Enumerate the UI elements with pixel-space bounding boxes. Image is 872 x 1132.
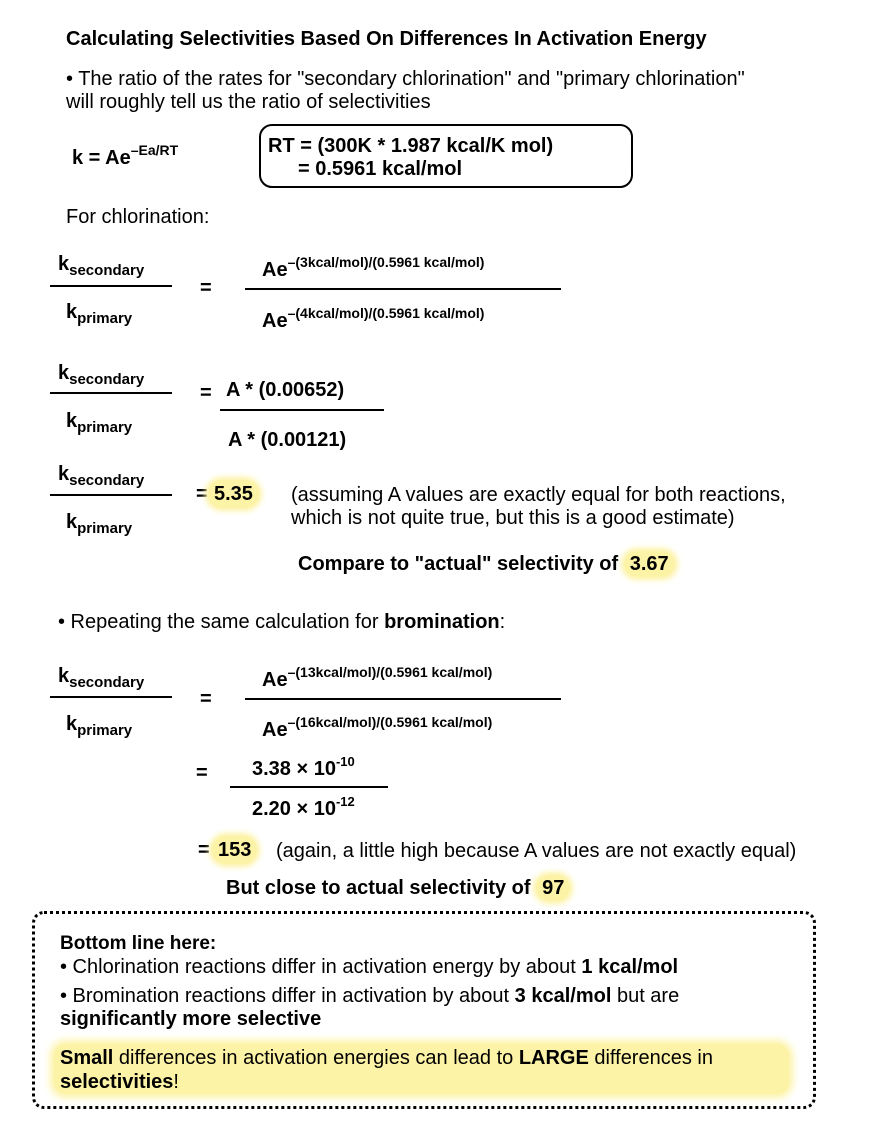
summary-line-1 — [60, 1046, 713, 1070]
bromination-line — [58, 610, 505, 634]
k-letter: k — [58, 665, 70, 687]
fraction-bar — [245, 288, 561, 290]
brom-actual-highlight: 97 — [536, 875, 570, 901]
bottom-bullet-1 — [60, 955, 678, 979]
k-secondary — [58, 462, 144, 488]
bottom-bullet-2 — [60, 984, 679, 1008]
k-primary — [66, 712, 132, 738]
summary-end: differences in — [588, 1047, 713, 1069]
k-secondary-subscript: secondary — [69, 674, 145, 691]
fraction-bar — [50, 696, 172, 698]
intro-line-1: • The ratio of the rates for "secondary chlorination" and "primary chlorination" — [66, 68, 745, 90]
numerator-base: Ae — [262, 669, 288, 691]
fraction-bar — [230, 786, 388, 788]
k-primary-subscript: primary — [77, 310, 133, 327]
k-letter: k — [66, 713, 78, 735]
k-letter: k — [58, 463, 70, 485]
bullet-2-tail: but are — [611, 985, 680, 1007]
numerator-mantissa: 3.38 × 10 — [252, 758, 336, 780]
k-secondary-subscript: secondary — [69, 371, 145, 388]
brom-result-highlight: 153 — [212, 836, 257, 864]
arrhenius-base: k = Ae — [72, 147, 131, 169]
denominator-base: Ae — [262, 719, 288, 741]
rt-line-1: RT = (300K * 1.987 kcal/K mol) — [268, 135, 554, 157]
rt-line-2: = 0.5961 kcal/mol — [298, 158, 463, 180]
k-primary-subscript: primary — [77, 419, 133, 436]
summary-selectivities: selectivities — [60, 1071, 174, 1093]
chlor-eq2-numerator: A * (0.00652) — [226, 379, 345, 401]
chlor-eq1-numerator — [262, 254, 485, 283]
fraction-bar — [50, 285, 172, 287]
fraction-bar — [245, 698, 561, 700]
equals-sign: = — [200, 382, 212, 404]
k-letter: k — [58, 362, 70, 384]
denominator-exponent: –(16kcal/mol)/(0.5961 kcal/mol) — [287, 714, 493, 730]
summary-mid: differences in activation energies can lead to — [113, 1047, 519, 1069]
chlor-note-line-1: (assuming A values are exactly equal for both reactions, — [291, 484, 786, 506]
k-secondary — [58, 252, 144, 278]
bottom-line-heading: Bottom line here: — [60, 933, 217, 954]
k-letter: k — [66, 301, 78, 323]
chlor-eq2-denominator: A * (0.00121) — [228, 429, 347, 451]
equals-sign: = — [200, 688, 212, 710]
denominator-power: -12 — [335, 794, 355, 809]
bullet-2-text: • Bromination reactions differ in activation by about — [60, 985, 515, 1007]
bottom-bullet-2-line-2: significantly more selective — [60, 1008, 322, 1030]
summary-line-2 — [60, 1070, 179, 1094]
brom-compare — [226, 876, 570, 900]
bullet-1-bold: 1 kcal/mol — [581, 956, 679, 978]
k-secondary — [58, 664, 144, 690]
denominator-base: Ae — [262, 310, 288, 332]
bullet-2-bold: 3 kcal/mol — [514, 985, 612, 1007]
bromination-prefix: • Repeating the same calculation for — [58, 611, 385, 633]
k-secondary-subscript: secondary — [69, 472, 145, 489]
numerator-power: -10 — [335, 754, 355, 769]
fraction-bar — [220, 409, 384, 411]
equals-sign: = — [198, 839, 210, 861]
summary-exclamation: ! — [173, 1071, 179, 1093]
brom-eq1-numerator — [262, 664, 493, 693]
denominator-exponent: –(4kcal/mol)/(0.5961 kcal/mol) — [287, 305, 485, 321]
brom-compare-text: But close to actual selectivity of — [226, 877, 537, 899]
brom-note: (again, a little high because A values are not exactly equal) — [276, 840, 797, 862]
equals-sign: = — [196, 762, 208, 784]
k-primary-subscript: primary — [77, 520, 133, 537]
fraction-bar — [50, 392, 172, 394]
denominator-mantissa: 2.20 × 10 — [252, 798, 336, 820]
chlor-note-line-2: which is not quite true, but this is a good estimate) — [291, 507, 735, 529]
bromination-suffix: : — [499, 611, 506, 633]
brom-eq2-denominator — [252, 794, 355, 823]
bromination-bold: bromination — [384, 611, 500, 633]
chlor-eq1-denominator — [262, 305, 485, 334]
chlor-compare — [298, 552, 675, 576]
bullet-1-text: • Chlorination reactions differ in activation energy by about — [60, 956, 582, 978]
chlor-compare-text: Compare to "actual" selectivity of — [298, 553, 624, 575]
equals-sign: = — [200, 277, 212, 299]
k-primary — [66, 300, 132, 326]
k-letter: k — [66, 410, 78, 432]
k-letter: k — [66, 511, 78, 533]
summary-small: Small — [60, 1047, 114, 1069]
chlorination-heading: For chlorination: — [66, 206, 210, 228]
chlor-result-highlight: 5.35 — [208, 480, 259, 508]
numerator-exponent: –(13kcal/mol)/(0.5961 kcal/mol) — [287, 664, 493, 680]
brom-eq2-numerator — [252, 754, 355, 783]
k-primary — [66, 409, 132, 435]
fraction-bar — [50, 494, 172, 496]
numerator-exponent: –(3kcal/mol)/(0.5961 kcal/mol) — [287, 254, 485, 270]
arrhenius-exponent: –Ea/RT — [130, 142, 179, 158]
brom-eq1-denominator — [262, 714, 493, 743]
arrhenius-equation — [72, 142, 179, 171]
chlor-actual-highlight: 3.67 — [624, 551, 675, 577]
k-letter: k — [58, 253, 70, 275]
intro-line-2: will roughly tell us the ratio of selectivities — [66, 91, 431, 113]
page-title: Calculating Selectivities Based On Differences In Activation Energy — [66, 28, 707, 50]
k-secondary-subscript: secondary — [69, 262, 145, 279]
k-primary-subscript: primary — [77, 722, 133, 739]
summary-large: LARGE — [518, 1047, 589, 1069]
numerator-base: Ae — [262, 259, 288, 281]
k-secondary — [58, 361, 144, 387]
equals-sign: = — [196, 483, 208, 505]
k-primary — [66, 510, 132, 536]
